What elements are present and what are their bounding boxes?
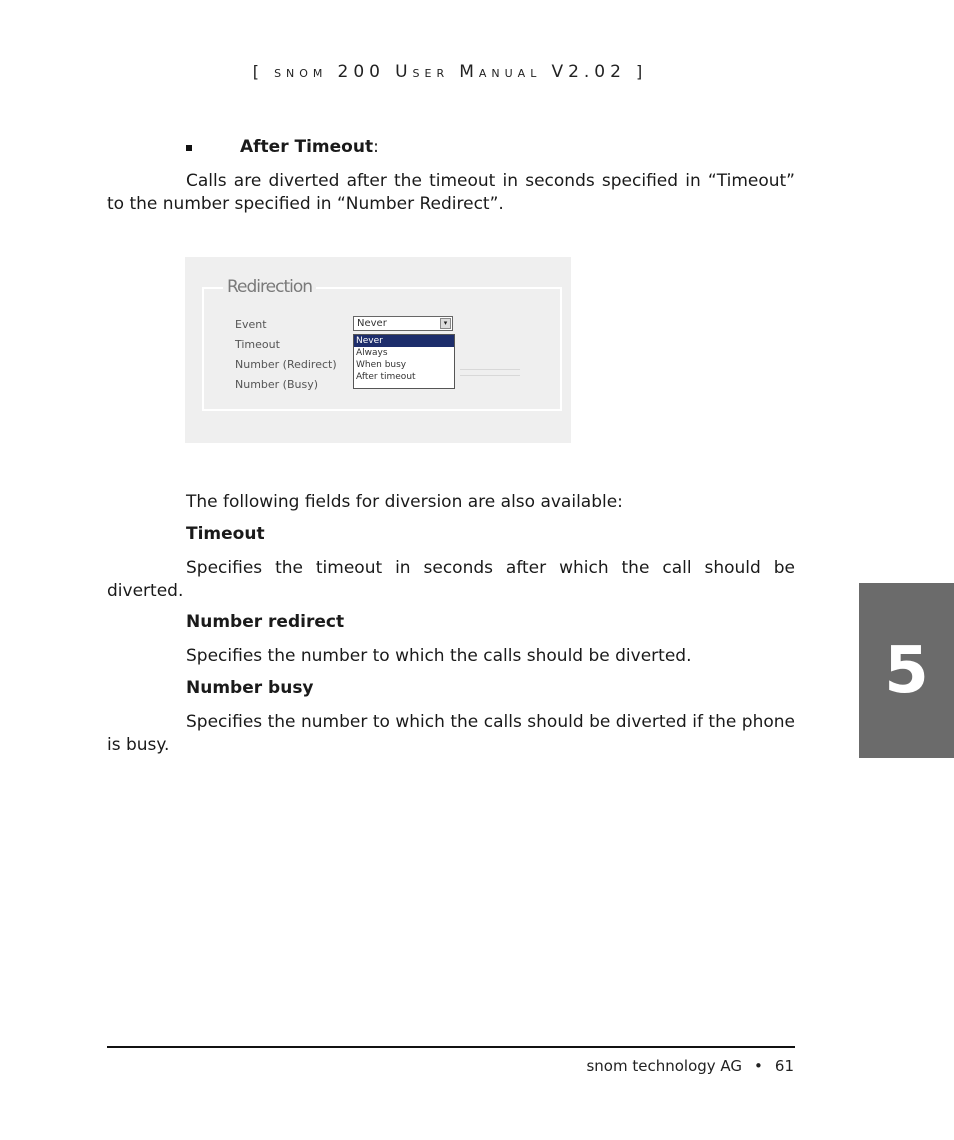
footer-separator: • — [754, 1057, 763, 1075]
intro-paragraph: Calls are diverted after the timeout in seconds specified in “Timeout” to the number specified in “Number Redirect”. — [107, 171, 795, 214]
footer-divider — [107, 1046, 795, 1048]
fields-intro: The following fields for diversion are also available: — [186, 492, 623, 512]
desc-number-redirect: Specifies the number to which the calls should be diverted. — [186, 646, 692, 666]
chapter-tab: 5 — [859, 583, 954, 758]
hidden-input-line — [460, 375, 520, 376]
dropdown-option[interactable]: Always — [356, 348, 388, 358]
heading-timeout: Timeout — [186, 524, 265, 544]
page-footer — [586, 1057, 794, 1075]
dropdown-option[interactable]: Never — [354, 335, 454, 347]
event-select-value: Never — [357, 318, 387, 329]
desc-timeout: Specifies the timeout in seconds after which the call should be diverted. — [107, 558, 795, 601]
redirection-screenshot — [185, 257, 571, 443]
heading-number-redirect: Number redirect — [186, 612, 345, 632]
dropdown-option[interactable]: When busy — [356, 360, 407, 370]
desc-number-busy: Specifies the number to which the calls should be diverted if the phone is busy. — [107, 712, 795, 755]
field-label-number-busy: Number (Busy) — [235, 378, 319, 391]
dropdown-arrow-icon[interactable]: ▾ — [440, 318, 451, 329]
bullet-title: After Timeout — [240, 137, 374, 157]
field-label-number-redirect: Number (Redirect) — [235, 358, 337, 371]
square-bullet-icon — [186, 145, 192, 151]
event-select[interactable] — [353, 316, 453, 331]
footer-company: snom technology AG — [586, 1057, 743, 1075]
event-dropdown-list — [353, 334, 455, 389]
fieldset-legend: Redirection — [223, 277, 316, 297]
field-label-timeout: Timeout — [235, 338, 280, 351]
field-label-event: Event — [235, 318, 267, 331]
hidden-input-line — [460, 369, 520, 370]
page-number: 61 — [774, 1057, 794, 1075]
heading-number-busy: Number busy — [186, 678, 314, 698]
dropdown-option[interactable]: After timeout — [356, 372, 416, 382]
running-header: [ SNOM 200 USER MANUAL V2.02 ] — [252, 62, 648, 82]
